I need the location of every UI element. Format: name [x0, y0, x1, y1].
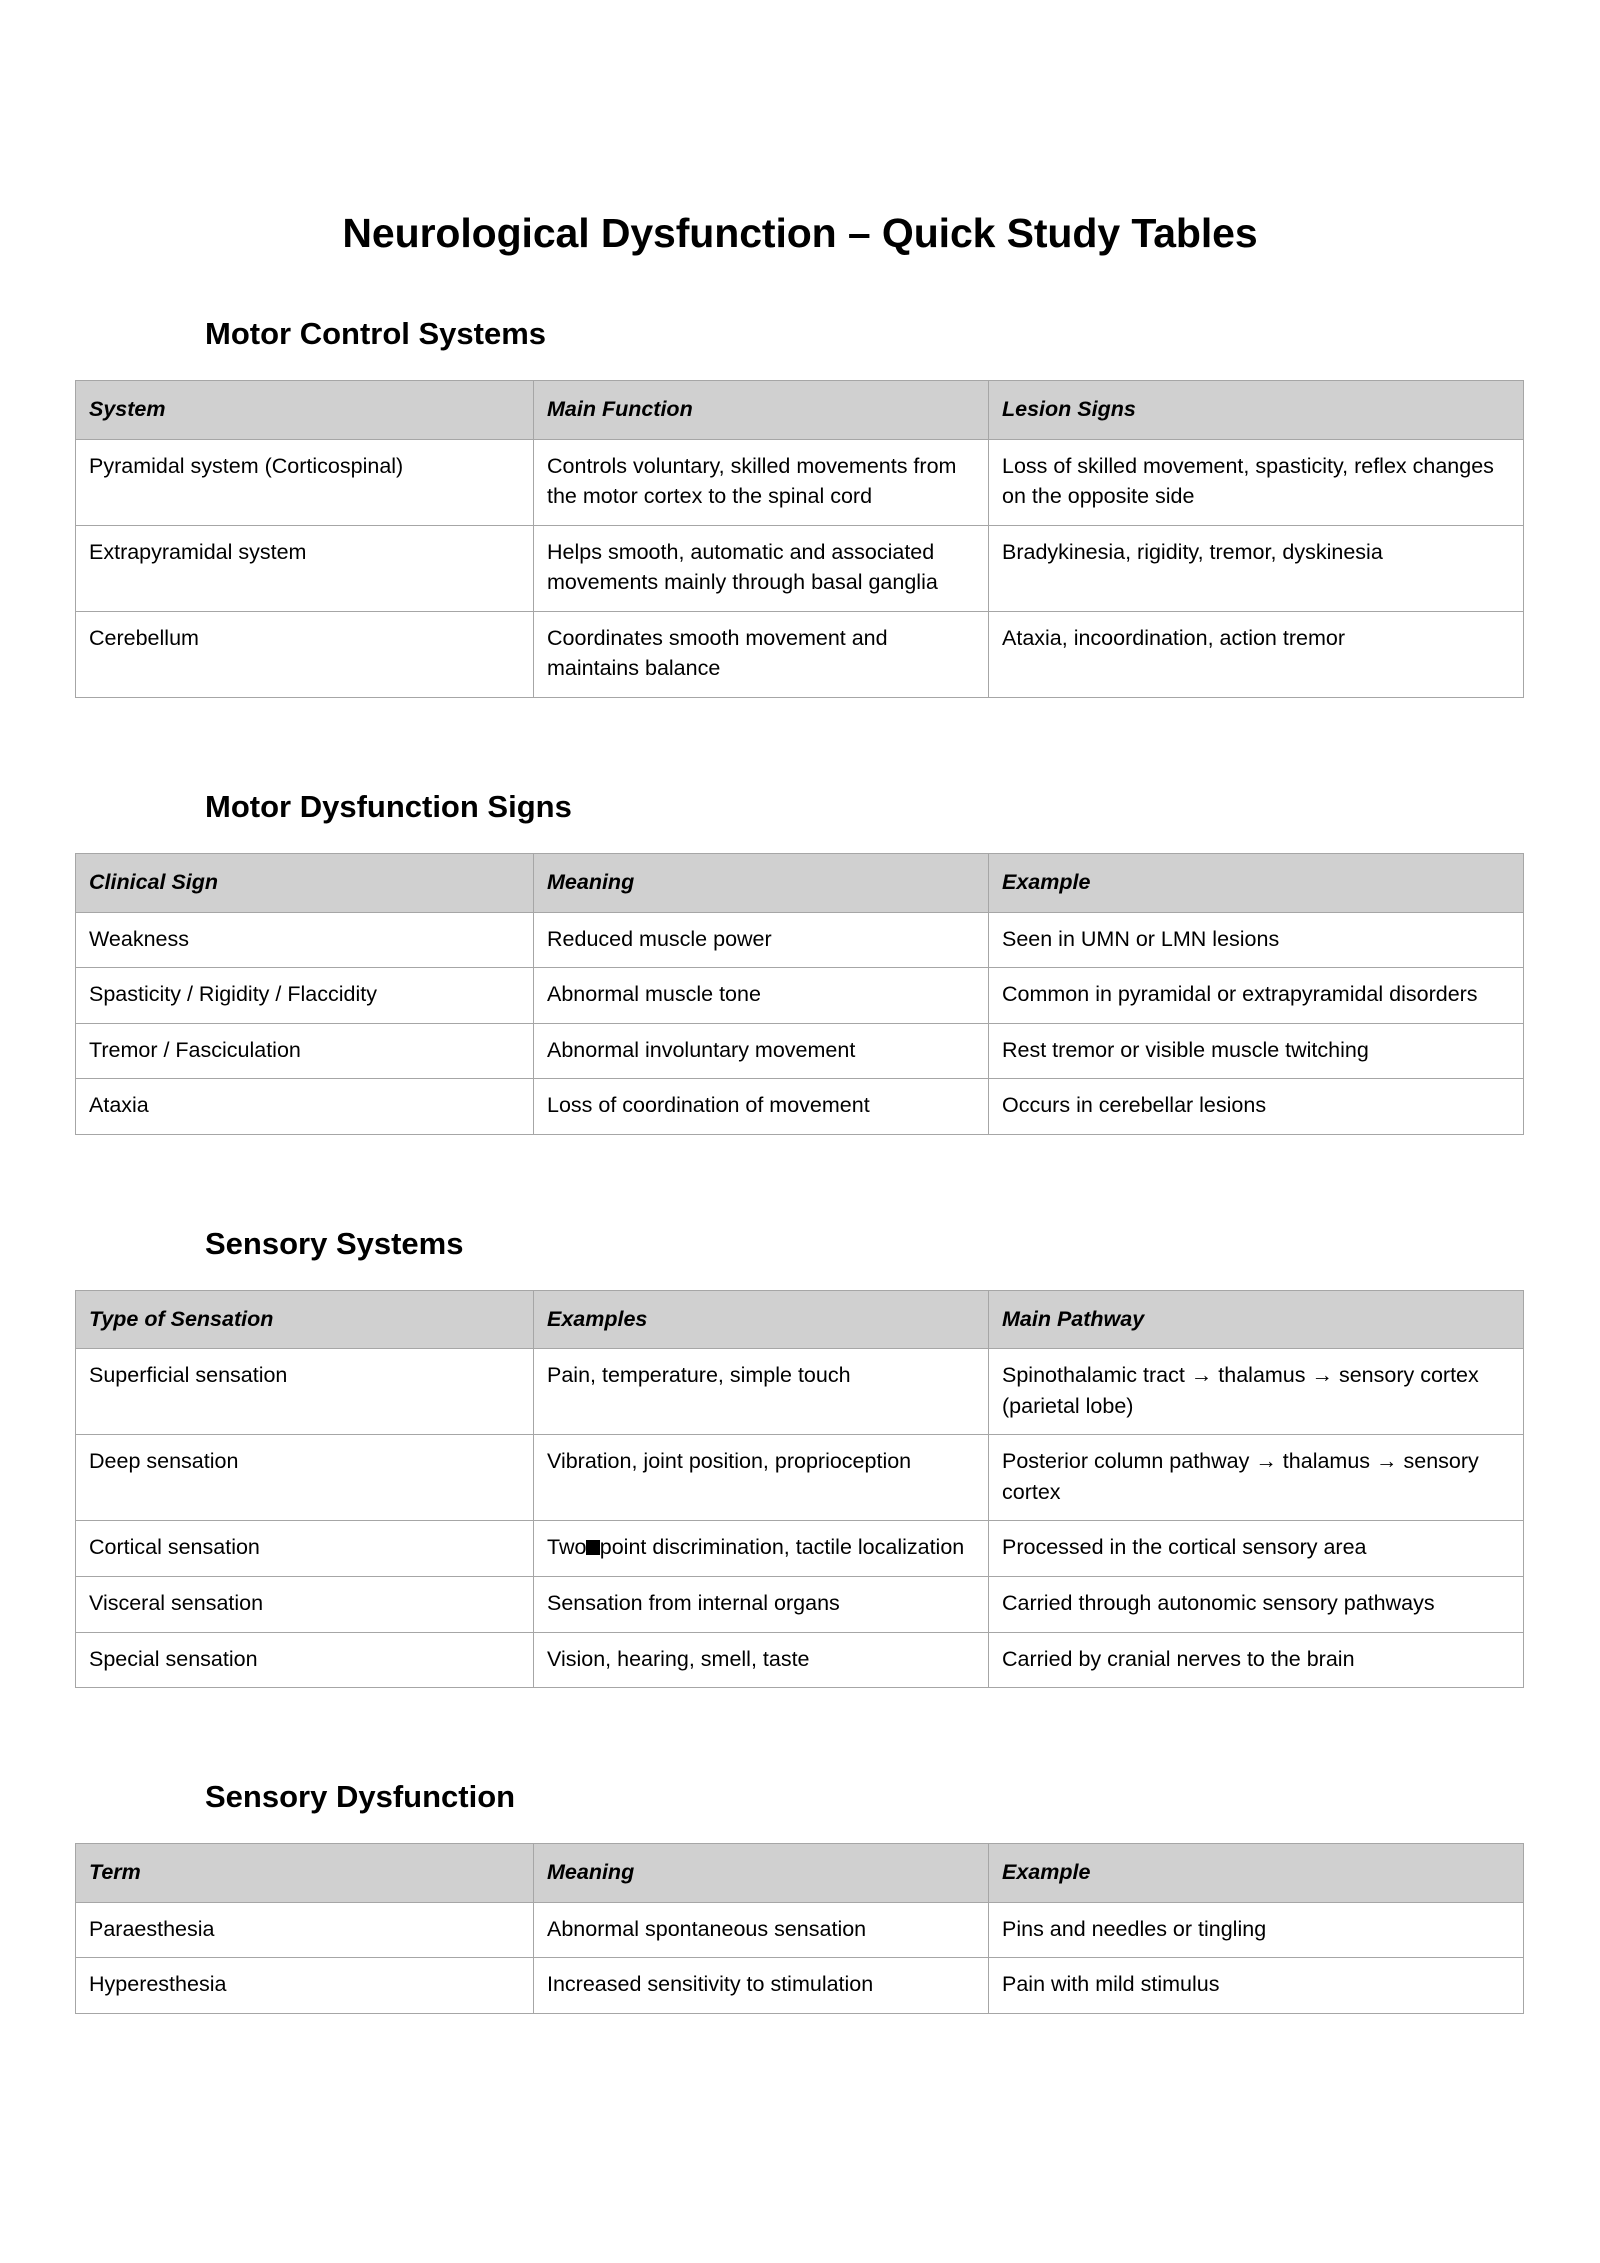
sections-container	[0, 315, 1600, 2104]
table-row	[76, 1958, 1524, 2014]
section-heading: Sensory Systems	[205, 1225, 464, 1261]
table-row	[76, 1902, 1524, 1958]
table-cell: Two point discrimination, tactile localization	[534, 1521, 989, 1577]
page-title: Neurological Dysfunction – Quick Study Tables	[342, 210, 1258, 256]
missing-glyph-box	[586, 1540, 599, 1555]
table-row	[76, 439, 1524, 525]
table-row	[76, 1632, 1524, 1688]
table-cell: Deep sensation	[76, 1435, 534, 1521]
table-wrapper	[0, 380, 1600, 698]
table-row	[76, 1349, 1524, 1435]
section-heading: Sensory Dysfunction	[205, 1779, 516, 1815]
table-cell: Helps smooth, automatic and associated movements mainly through basal ganglia	[534, 525, 989, 611]
table-row	[76, 525, 1524, 611]
table-cell: Coordinates smooth movement and maintains balance	[534, 611, 989, 697]
table-cell: Bradykinesia, rigidity, tremor, dyskinesia	[989, 525, 1524, 611]
table-cell: Carried through autonomic sensory pathways	[989, 1576, 1524, 1632]
table-cell: Ataxia	[76, 1079, 534, 1135]
table-cell: Abnormal involuntary movement	[534, 1023, 989, 1079]
table-cell: Special sensation	[76, 1632, 534, 1688]
table-cell: Rest tremor or visible muscle twitching	[989, 1023, 1524, 1079]
table-cell: Ataxia, incoordination, action tremor	[989, 611, 1524, 697]
table-wrapper	[0, 1290, 1600, 1688]
table-row	[76, 1023, 1524, 1079]
column-header: Meaning	[534, 854, 989, 913]
table-cell: Sensation from internal organs	[534, 1576, 989, 1632]
column-header: Meaning	[534, 1844, 989, 1903]
table-cell: Extrapyramidal system	[76, 525, 534, 611]
table-cell: Vision, hearing, smell, taste	[534, 1632, 989, 1688]
table-header-row	[76, 854, 1524, 913]
column-header: Main Function	[534, 381, 989, 440]
study-table	[75, 853, 1524, 1135]
section	[0, 788, 1600, 1225]
table-cell: Pain with mild stimulus	[989, 1958, 1524, 2014]
table-row	[76, 1576, 1524, 1632]
section	[0, 1225, 1600, 1778]
study-table	[75, 1843, 1524, 2014]
table-cell: Superficial sensation	[76, 1349, 534, 1435]
table-cell: Cortical sensation	[76, 1521, 534, 1577]
table-cell: Occurs in cerebellar lesions	[989, 1079, 1524, 1135]
section	[0, 1778, 1600, 2104]
study-table	[75, 380, 1524, 698]
section-heading: Motor Dysfunction Signs	[205, 788, 572, 824]
table-header-row	[76, 1290, 1524, 1349]
table-cell: Abnormal spontaneous sensation	[534, 1902, 989, 1958]
table-row	[76, 1435, 1524, 1521]
table-cell: Posterior column pathway → thalamus → sensory cortex	[989, 1435, 1524, 1521]
table-cell: Weakness	[76, 912, 534, 968]
table-cell: Processed in the cortical sensory area	[989, 1521, 1524, 1577]
table-cell: Abnormal muscle tone	[534, 968, 989, 1024]
table-header-row	[76, 381, 1524, 440]
table-cell: Controls voluntary, skilled movements from the motor cortex to the spinal cord	[534, 439, 989, 525]
column-header: Main Pathway	[989, 1290, 1524, 1349]
section-heading: Motor Control Systems	[205, 316, 547, 352]
table-cell: Loss of skilled movement, spasticity, reflex changes on the opposite side	[989, 439, 1524, 525]
table-cell: Increased sensitivity to stimulation	[534, 1958, 989, 2014]
column-header: Type of Sensation	[76, 1290, 534, 1349]
table-wrapper	[0, 853, 1600, 1135]
column-header: Lesion Signs	[989, 381, 1524, 440]
table-cell: Spasticity / Rigidity / Flaccidity	[76, 968, 534, 1024]
table-cell: Paraesthesia	[76, 1902, 534, 1958]
column-header: System	[76, 381, 534, 440]
table-cell: Carried by cranial nerves to the brain	[989, 1632, 1524, 1688]
column-header: Clinical Sign	[76, 854, 534, 913]
table-cell: Loss of coordination of movement	[534, 1079, 989, 1135]
table-wrapper	[0, 1843, 1600, 2014]
column-header: Example	[989, 854, 1524, 913]
table-row	[76, 912, 1524, 968]
column-header: Examples	[534, 1290, 989, 1349]
table-cell: Common in pyramidal or extrapyramidal disorders	[989, 968, 1524, 1024]
table-cell: Spinothalamic tract → thalamus → sensory cortex (parietal lobe)	[989, 1349, 1524, 1435]
table-cell: Pins and needles or tingling	[989, 1902, 1524, 1958]
column-header: Example	[989, 1844, 1524, 1903]
table-cell: Hyperesthesia	[76, 1958, 534, 2014]
table-cell: Pain, temperature, simple touch	[534, 1349, 989, 1435]
table-cell: Cerebellum	[76, 611, 534, 697]
table-row	[76, 1079, 1524, 1135]
table-header-row	[76, 1844, 1524, 1903]
table-cell: Tremor / Fasciculation	[76, 1023, 534, 1079]
table-cell: Pyramidal system (Corticospinal)	[76, 439, 534, 525]
section	[0, 315, 1600, 788]
table-cell: Seen in UMN or LMN lesions	[989, 912, 1524, 968]
column-header: Term	[76, 1844, 534, 1903]
table-row	[76, 968, 1524, 1024]
table-cell: Reduced muscle power	[534, 912, 989, 968]
study-table	[75, 1290, 1524, 1688]
table-cell: Visceral sensation	[76, 1576, 534, 1632]
table-row	[76, 1521, 1524, 1577]
table-cell: Vibration, joint position, proprioception	[534, 1435, 989, 1521]
table-row	[76, 611, 1524, 697]
